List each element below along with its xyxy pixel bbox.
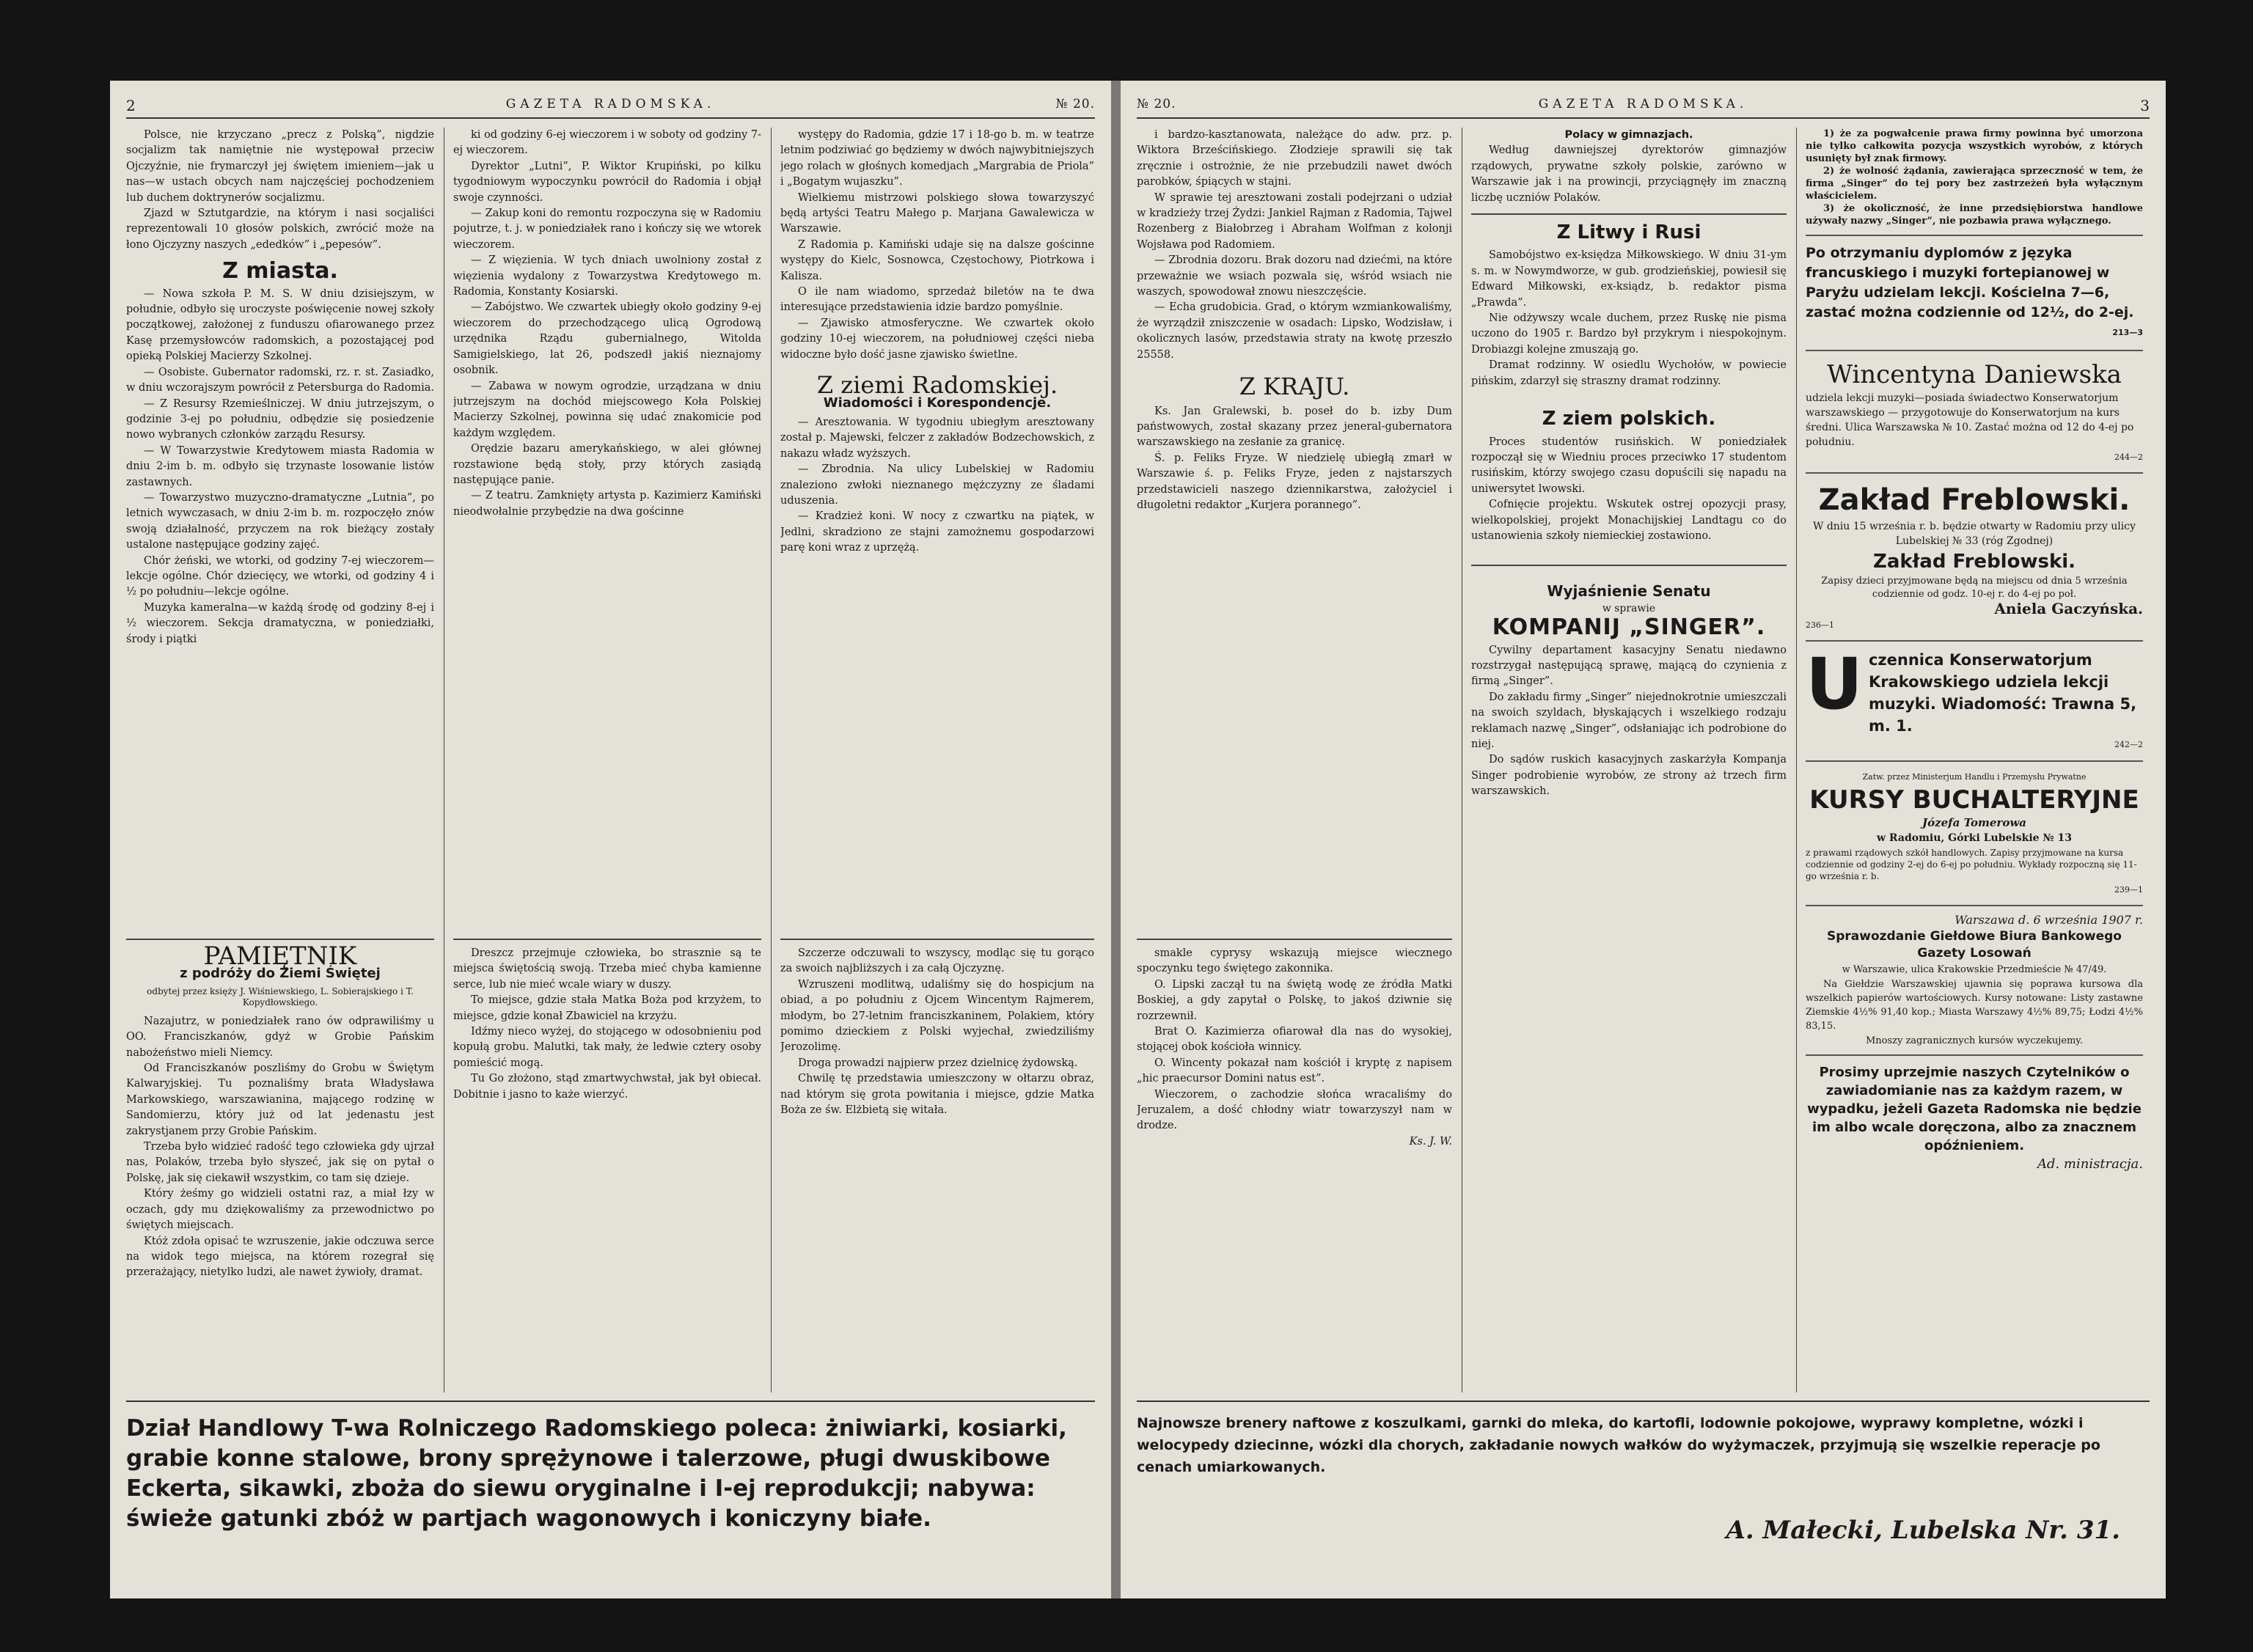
news-item: ki od godziny 6-ej wieczorem i w soboty od godziny 7-ej wieczorem. <box>453 129 761 157</box>
advertisement-malecki <box>1137 1400 2150 1596</box>
pamietnik-continued <box>453 946 761 1393</box>
advertisement-french-lessons <box>1806 235 2143 351</box>
news-item: — Zakup koni do remontu rozpoczyna się w Radomiu pojutrze, t. j. w poniedziałek rano i kończy się we wtorek wieczorem. <box>453 208 761 251</box>
ad-text: czennica Konserwatorjum Krakowskiego udziela lekcji muzyki. Wiadomość: Trawna 5, m. 1. <box>1868 651 2137 735</box>
exchange-report <box>1806 906 2143 1054</box>
advertisement-freblowski <box>1806 474 2143 642</box>
news-item: Muzyka kameralna—w każdą środę od godziny 8-ej i ½ wieczorem. Sekcja dramatyczna, w poniedziałki, środy i piątki <box>126 601 434 645</box>
news-item: — Towarzystwo muzyczno-dramatyczne „Lutnia”, po letnich wywczasach, w dniu 2-im b. m. rozpoczęło znów swoją działalność, przyczem na rok bieżący zostały ustalone następujące godziny zajęć. <box>126 491 434 551</box>
news-item: — W Towarzystwie Kredytowem miasta Radomia w dniu 2-im b. m. odbyło się trzynaste losowanie listów zastawnych. <box>126 444 434 488</box>
news-item: — Z więzienia. W tych dniach uwolniony został z więzienia wydalony z Towarzystwa Kredytowego m. Radomia, Konstanty Kosiarski. <box>453 254 761 298</box>
news-item: 1) że za pogwałcenie prawa firmy powinna być umorzona nie tylko całkowita pozycja wszystkich wyrobów, z których usunięty był znak firmowy. <box>1806 128 2143 164</box>
ad-address: w Radomiu, Górki Lubelskie № 13 <box>1877 832 2072 845</box>
right-running-header <box>1137 97 2150 119</box>
ad-signature: Aniela Gaczyńska. <box>1994 600 2143 618</box>
pamietnik-text: Chwilę tę przedstawia umieszczony w ołtarzu obraz, nad którym się grota powitania i miejsce, gdzie Matka Boża ze św. Elżbietą się witała. <box>780 1073 1094 1117</box>
news-item: Proces studentów rusińskich. W poniedziałek rozpoczął się w Wiedniu proces przeciwko 17 studentom rusińskim, którzy swojego czasu dopuścili się napadu na uniwersytet lwowski. <box>1471 436 1787 495</box>
news-item: — Zjawisko atmosferyczne. We czwartek około godziny 10-ej wieczorem, na południowej części nieba widoczne było dość jasne zjawisko świetlne. <box>780 317 1094 361</box>
pamietnik-text: Dreszcz przejmuje człowieka, bo strasznie są te miejsca świętością swoją. Trzeba mieć chyba kamienne serce, lub nie mieć wcale wiary w duszy. <box>453 947 761 991</box>
right-column-2 <box>1471 128 1787 1392</box>
pamietnik-credit: odbytej przez księży J. Wiśniewskiego, L. Sobierajskiego i T. Kopydłowskiego. <box>147 985 414 1007</box>
pamietnik-subtitle: z podróży do Ziemi Świętej <box>180 966 381 982</box>
divider <box>1471 565 1787 566</box>
news-item: — Zabawa w nowym ogrodzie, urządzana w dniu jutrzejszym na dochód miejscowego Koła Polskiej Macierzy Szkolnej, powinna się udać znakomicie pod każdym względem. <box>453 380 761 439</box>
section-subheading: Wiadomości i Korespondencje. <box>823 394 1052 411</box>
pamietnik-text: Od Franciszkanów poszliśmy do Grobu w Świętym Kalwaryjskiej. Tu poznaliśmy brata Władysława Markowskiego, warszawianina, mającego rodzinę w Sandomierzu, który już od lat jedenastu jest zakrystjanem przy Grobie Pańskim. <box>126 1062 434 1137</box>
section-heading-polish-lands: Z ziem polskich. <box>1542 408 1716 430</box>
right-page <box>1121 81 2166 1598</box>
pamietnik-text: Wzruszeni modlitwą, udaliśmy się do hospicjum na obiad, a po południu z Ojcem Wincentym Rajmerem, młodym, bo 27-letnim franciszkaninem, Polakiem, który pomimo dzieckiem z Polski wyjechał, zwiedziliśmy Jerozolimę. <box>780 978 1094 1054</box>
singer-heading: KOMPANIJ „SINGER”. <box>1492 614 1766 641</box>
ad-intro: Zatw. przez Ministerjum Handlu i Przemysłu Prywatne <box>1862 771 2087 782</box>
article-stuttgart: Zjazd w Sztutgardzie, na którym i nasi socjaliści reprezentowali 10 głosów polskich, zwrócić może na łono Ojczyzny naszych „ededków” i „pepesów”. <box>126 208 434 251</box>
section-heading-city: Z miasta. <box>222 258 338 284</box>
column-rule <box>771 128 772 1392</box>
news-item: i bardzo-kasztanowata, należące do adw. prz. p. Wiktora Brześcińskiego. Złodzieje sprawili się tak zręcznie i ostrożnie, że nie przebudzili nawet dwóch parobków, śpiących w stajni. <box>1137 129 1452 188</box>
column-rule <box>1796 128 1797 1392</box>
news-item: 2) że wolność żądania, zawierająca sprzeczność w tem, że firma „Singer” do tej pory bez zastrzeżeń była wyłącznym właścicielem. <box>1806 166 2143 202</box>
pamietnik-continued-2 <box>780 946 1094 1393</box>
left-page <box>110 81 1111 1598</box>
right-page-number: 3 <box>2140 97 2150 114</box>
ad-title: KURSY BUCHALTERYJNE <box>1809 785 2139 815</box>
ad-title: Wincentyna Daniewska <box>1827 360 2122 389</box>
exchange-sign: Mnoszy zagranicznych kursów wyczekujemy. <box>1865 1035 2084 1047</box>
pamietnik-text: Idźmy nieco wyżej, do stojącego w odosobnieniu pod kopułą grobu. Malutki, tak mały, że ledwie cztery osoby pomieścić mogą. <box>453 1026 761 1069</box>
senate-heading: Wyjaśnienie Senatu <box>1547 582 1711 601</box>
section-heading-country: Z KRAJU. <box>1239 372 1350 401</box>
left-column-2 <box>453 128 761 934</box>
drop-cap: U <box>1806 643 1863 726</box>
news-item: — Z teatru. Zamknięty artysta p. Kazimierz Kamiński nieodwołalnie przybędzie na dwa gościnne <box>453 490 761 518</box>
left-column-1 <box>126 128 434 934</box>
ad-code: 213—3 <box>2112 328 2143 337</box>
pamietnik-text: Szczerze odczuwali to wszyscy, modląc się tu gorąco za swoich najbliższych i za całą Ojczyznę. <box>780 947 1094 975</box>
pamietnik-text: Który żeśmy go widzieli ostatni raz, a miał łzy w oczach, gdy mu dziękowaliśmy za przewodnictwo po świętych miejscach. <box>126 1188 434 1232</box>
left-running-title: GAZETA RADOMSKA. <box>505 97 716 111</box>
news-item: — Aresztowania. W tygodniu ubiegłym aresztowany został p. Majewski, felczer z zakładów Bodzechowskich, z nakazu władz wyższych. <box>780 416 1094 460</box>
pamietnik-text: Tu Go złożono, stąd zmartwychwstał, jak był obiecał. Dobitnie i jasno to każe wierzyć. <box>453 1073 761 1101</box>
pamietnik-article <box>126 946 434 1393</box>
notice-text: Prosimy uprzejmie naszych Czytelników o zawiadomianie nas za każdym razem, w wypadku, jeżeli Gazeta Radomska nie będzie im albo wcale doręczona, albo za znacznem opóźnieniem. <box>1807 1065 2142 1154</box>
news-item: Cofnięcie projektu. Wskutek ostrej opozycji prasy, wielkopolskiej, projekt Monachijskiej Landtagu co do ustanowienia szkoły niemieckiej zostawiono. <box>1471 499 1787 542</box>
right-column-1 <box>1137 128 1452 934</box>
subheading-gymnasium: Polacy w gimnazjach. <box>1564 129 1693 141</box>
advertisement-trade-department: Dział Handlowy T-wa Rolniczego Radomskiego poleca: żniwiarki, kosiarki, grabie konne stalowe, brony sprężynowe i talerzowe, pługi dwuskibowe Eckerta, sikawki, zboża do siewu oryginalne i I-ej reprodukcji; nabywa: świeże gatunki zbóż w partjach wagonowych i koniczyny białe. <box>126 1400 1095 1597</box>
pamietnik-text: Nazajutrz, w poniedziałek rano ów odprawiliśmy u OO. Franciszkanów, gdyż w Grobie Pańskim nabożeństwo mieli Niemcy. <box>126 1015 434 1059</box>
right-issue-number: № 20. <box>1137 97 1176 111</box>
ad-title: Zakład Freblowski. <box>1818 483 2131 518</box>
news-item: Wielkiemu mistrzowi polskiego słowa towarzyszyć będą artyści Teatru Małego p. Marjana Gawalewicza w Warszawie. <box>780 191 1094 235</box>
ad-text: Zapisy dzieci przyjmowane będą na miejscu od dnia 5 września codziennie od godz. 10-ej r. do 4-ej po poł. <box>1821 576 2128 601</box>
divider <box>1471 213 1787 215</box>
senate-heading-2: w sprawie <box>1602 602 1656 614</box>
section-heading-radom-region: Z ziemi Radomskiej. <box>816 371 1058 400</box>
pamietnik-text: smakle cyprysy wskazują miejsce wiecznego spoczynku tego świętego zakonnika. <box>1137 947 1452 975</box>
ad-code: 242—2 <box>2114 740 2143 750</box>
pamietnik-text: Droga prowadzi najpierw przez dzielnicę żydowską. <box>798 1057 1078 1069</box>
news-item: Dyrektor „Lutni”, P. Wiktor Krupiński, po kilku tygodniowym wypoczynku powrócił do Radomia i objął swoje czynności. <box>453 160 761 204</box>
news-item: — Zbrodnia. Na ulicy Lubelskiej w Radomiu znaleziono zwłoki nieznanego mężczyzny ze śladami uduszenia. <box>780 463 1094 507</box>
news-item: Dramat rodzinny. W osiedlu Wychołów, w powiecie pińskim, zdarzył się straszny dramat rodzinny. <box>1471 359 1787 387</box>
singer-continuation <box>1806 128 2143 227</box>
news-item: Cywilny departament kasacyjny Senatu niedawno rozstrzygał następującą sprawę, mającą do czynienia z firmą „Singer”. <box>1471 644 1787 688</box>
news-item: Do sądów ruskich kasacyjnych zaskarżyła Kompanja Singer podrobienie wyrobów, ze strony aż trzech firm warszawskich. <box>1471 754 1787 798</box>
divider <box>126 939 434 940</box>
pamietnik-text: O. Lipski zaczął tu na świętą wodę ze źródła Matki Boskiej, a gdy zapytał o Polskę, to jakoś dziwnie się rozrzewnił. <box>1137 978 1452 1022</box>
divider <box>453 939 761 940</box>
pamietnik-text: Któż zdoła opisać te wzruszenie, jakie odczuwa serce na widok tego miejsca, na którem rozegrał się przerażający, nietylko ludzi, ale nawet żywioły, dramat. <box>126 1235 434 1279</box>
news-item: Ks. Jan Gralewski, b. poseł do b. izby Dum państwowych, został skazany przez jeneral-gubernatora warszawskiego na zesłanie za granicę. <box>1137 405 1452 449</box>
news-item: Chór żeński, we wtorki, od godziny 7-ej wieczorem—lekcje ogólne. Chór dziecięcy, we wtorki, od godziny 4 i ½ po południu—lekcje ogólne. <box>126 554 434 598</box>
divider <box>1137 939 1452 940</box>
ad-owner: Józefa Tomerowa <box>1922 816 2026 830</box>
right-column-3 <box>1806 128 2143 1392</box>
pamietnik-text: Trzeba było widzieć radość tego człowieka gdy ujrzał nas, Polaków, trzeba było słyszeć, jak się on pytał o Polskę, jak się ciekawił wszystkim, co tam się dzieje. <box>126 1141 434 1184</box>
pamietnik-text: O. Wincenty pokazał nam kościół i kryptę z napisem „hic praecursor Domini natus est”. <box>1137 1057 1452 1085</box>
news-item: Nie odżywszy wcale duchem, przez Ruskę nie pisma uczono do 1905 r. Bardzo był przykrym i niespokojnym. Drobiazgi kolejne zmuszają go. <box>1471 312 1787 356</box>
news-item: W sprawie tej aresztowani zostali podejrzani o udział w kradzieży trzej Żydzi: Jankiel Rajman z Radomia, Tajwel Rozenberg z Białobrzeg i Abraham Wolfman z kolonji Wojsława pod Radomiem. <box>1137 191 1452 251</box>
exchange-text: Na Giełdzie Warszawskiej ujawnia się poprawa kursowa dla wszelkich papierów wartościowych. Kursy notowane: Listy zastawne Ziemskie 4½% 91,40 kop.; Miasta Warszawy 4½% 89,75; Łodzi 4½% 83,15. <box>1806 979 2143 1032</box>
pamietnik-title: PAMIĘTNIK <box>203 946 357 971</box>
news-item: Ś. p. Feliks Fryze. W niedzielę ubiegłą zmarł w Warszawie ś. p. Feliks Fryze, jeden z najstarszych przedstawicieli naszego dziennikarstwa, założyciel i długoletni redaktor „Kurjera porannego”. <box>1137 452 1452 511</box>
divider <box>780 939 1094 940</box>
notice-signature: Ad. ministracja. <box>2037 1156 2143 1172</box>
news-item: — Zabójstwo. We czwartek ubiegły około godziny 9-ej wieczorem do przechodzącego ulicą Ogrodową urzędnika Rządu gubernialnego, Witolda Samigielskiego, lat 26, podszedł jakiś nieznajomy osobnik. <box>453 301 761 377</box>
advertisement-bookkeeping <box>1806 762 2143 907</box>
advertisement-daniewska <box>1806 351 2143 474</box>
pamietnik-text: To miejsce, gdzie stała Matka Boża pod krzyżem, to miejsce, gdzie konał Zbawiciel na krzyżu. <box>453 994 761 1022</box>
ad-text: udziela lekcji muzyki—posiada świadectwo Konserwatorjum warszawskiego — przygotowuje do Konserwatorjum na kurs średni. Ulica Warszawska № 10. Zastać można od 12 do 4-ej po południu. <box>1806 392 2134 448</box>
exchange-title: Sprawozdanie Giełdowe Biura Bankowego Gazety Losowań <box>1827 928 2122 961</box>
advertisement-conservatory <box>1806 642 2143 761</box>
news-item: Z Radomia p. Kamiński udaje się na dalsze gościnne występy do Kielc, Sosnowca, Częstochowy, Piotrkowa i Kalisza. <box>780 238 1094 282</box>
pamietnik-text: Brat O. Kazimierza ofiarował dla nas do wysokiej, stojącej obok kościoła winnicy. <box>1137 1026 1452 1054</box>
ad-signature: A. Małecki, Lubelska Nr. 31. <box>1726 1516 2120 1545</box>
ad-text: z prawami rządowych szkół handlowych. Zapisy przyjmowane na kursa codziennie od godziny 2-ej do 6-ej po południu. Wykłady rozpoczną się 11-go września r. b. <box>1806 847 2137 881</box>
news-item: — Kradzież koni. W nocy z czwartku na piątek, w Jedlni, skradziono ze stajni zamożnemu gospodarzowi parę koni wraz z uprzężą. <box>780 510 1094 554</box>
news-item: — Z Resursy Rzemieślniczej. W dniu jutrzejszym, o godzinie 3-ej po południu, odbędzie się posiedzenie nowo wybranych członków zarządu Resursy. <box>126 397 434 441</box>
news-item: Orędzie bazaru amerykańskiego, w alei głównej rozstawione będą stoły, przy których zasiądą następujące panie. <box>453 443 761 486</box>
news-item: — Zbrodnia dozoru. Brak dozoru nad dziećmi, na które przeważnie we wsiach pozwala się, wśród wsiach nie waszych, spowodował znowu nieszczęście. <box>1137 254 1452 298</box>
news-item: Samobójstwo ex-księdza Miłkowskiego. W dniu 31-ym s. m. w Nowymdworze, w gub. grodzieńskiej, powiesił się Edward Miłkowski, ex-ksiądz, b. redaktor pisma „Prawda”. <box>1471 249 1787 309</box>
news-item: — Nowa szkoła P. M. S. W dniu dzisiejszym, w południe, odbyło się uroczyste poświęcenie nowej szkoły początkowej, założonej z funduszu ofiarowanego przez Kasę przemysłowców radomskich, a pozostającej pod opieką Polskiej Macierzy Szkolnej. <box>126 287 434 363</box>
ad-title-2: Zakład Freblowski. <box>1872 551 2076 573</box>
news-item: — Osobiste. Gubernator radomski, rz. r. st. Zasiadko, w dniu wczorajszym powrócił z Petersburga do Radomia. <box>126 366 434 394</box>
section-heading-lithuania: Z Litwy i Rusi <box>1556 221 1701 244</box>
ad-text: Najnowsze brenery naftowe z koszulkami, garnki do mleka, do kartofli, lodownie pokojowe, wyprawy kompletne, wózki i welocypedy dziecinne, wózki dla chorych, zakładanie nowych wałków do wyżymaczek, przyjmują się wszelkie reperacje po cenach umiarkowanych. <box>1137 1415 2100 1475</box>
ad-code: 244—2 <box>2114 452 2143 462</box>
pamietnik-signature: Ks. J. W. <box>1409 1135 1452 1148</box>
exchange-address: w Warszawie, ulica Krakowskie Przedmieście № 47/49. <box>1842 963 2107 975</box>
ad-code: 236—1 <box>1806 620 1834 630</box>
ad-code: 239—1 <box>2114 884 2143 895</box>
news-item: 3) że okoliczność, że inne przedsiębiorstwa handlowe używały nazwy „Singer”, nie pozbawia prawa wyłącznego. <box>1806 203 2143 227</box>
pamietnik-continued-3 <box>1137 946 1452 1393</box>
ad-text: Po otrzymaniu dyplomów z języka francuskiego i muzyki fortepianowej w Paryżu udzielam lekcji. Kościelna 7—6, zastać można codziennie od 12½, do 2-ej. <box>1806 245 2134 320</box>
exchange-date: Warszawa d. 6 września 1907 r. <box>1955 913 2143 928</box>
news-item: występy do Radomia, gdzie 17 i 18-go b. m. w teatrze letnim podziwiać go będziemy w dwóch najwybitniejszych jego rolach w głośnych komedjach „Margrabia de Priola” i „Bogatym wujaszku”. <box>780 129 1094 188</box>
left-running-header <box>126 97 1095 119</box>
page-gutter <box>1111 81 1121 1598</box>
right-running-title: GAZETA RADOMSKA. <box>1538 97 1748 111</box>
news-item: — Echa grudobicia. Grad, o którym wzmiankowaliśmy, że wyrządził zniszczenie w osadach: Lipsko, Wodzisław, i okolicznych lasów, przedstawia straty na kwotę przeszło 25558. <box>1137 301 1452 361</box>
news-item: Do zakładu firmy „Singer” niejednokrotnie umieszczali na swoich szyldach, błyskających i wszelkiego rodzaju reklamach nazwę „Singer”, odsłaniając ich podrobione do niej. <box>1471 691 1787 750</box>
left-page-number: 2 <box>126 97 136 114</box>
news-item: O ile nam wiadomo, sprzedaż biletów na te dwa interesujące przedstawienia idzie bardzo pomyślnie. <box>780 286 1094 314</box>
news-item: Według dawniejszej dyrektorów gimnazjów rządowych, prywatne szkoły polskie, zarówno w Warszawie jak i na prowincji, przyciągnęły im znaczną liczbę uczniów Polaków. <box>1471 144 1787 204</box>
left-issue-number: № 20. <box>1055 97 1095 111</box>
ad-text: W dniu 15 września r. b. będzie otwarty w Radomiu przy ulicy Lubelskiej № 33 (róg Zgodnej) <box>1813 521 2136 548</box>
notice-to-readers <box>1806 1054 2143 1173</box>
left-column-3 <box>780 128 1094 934</box>
pamietnik-text: Wieczorem, o zachodzie słońca wracaliśmy do Jeruzalem, a dość chłodny wiatr towarzyszył nam w drodze. <box>1137 1088 1452 1132</box>
article-intro: Polsce, nie krzyczano „precz z Polską”, nigdzie socjalizm tak namiętnie nie występował przeciw Ojczyźnie, nie frymarczył jej świętem imieniem—jak u nas—w ustach obcych nam najczęściej pochodzeniem lub duchem doktrynerów socjalizmu. <box>126 129 434 204</box>
